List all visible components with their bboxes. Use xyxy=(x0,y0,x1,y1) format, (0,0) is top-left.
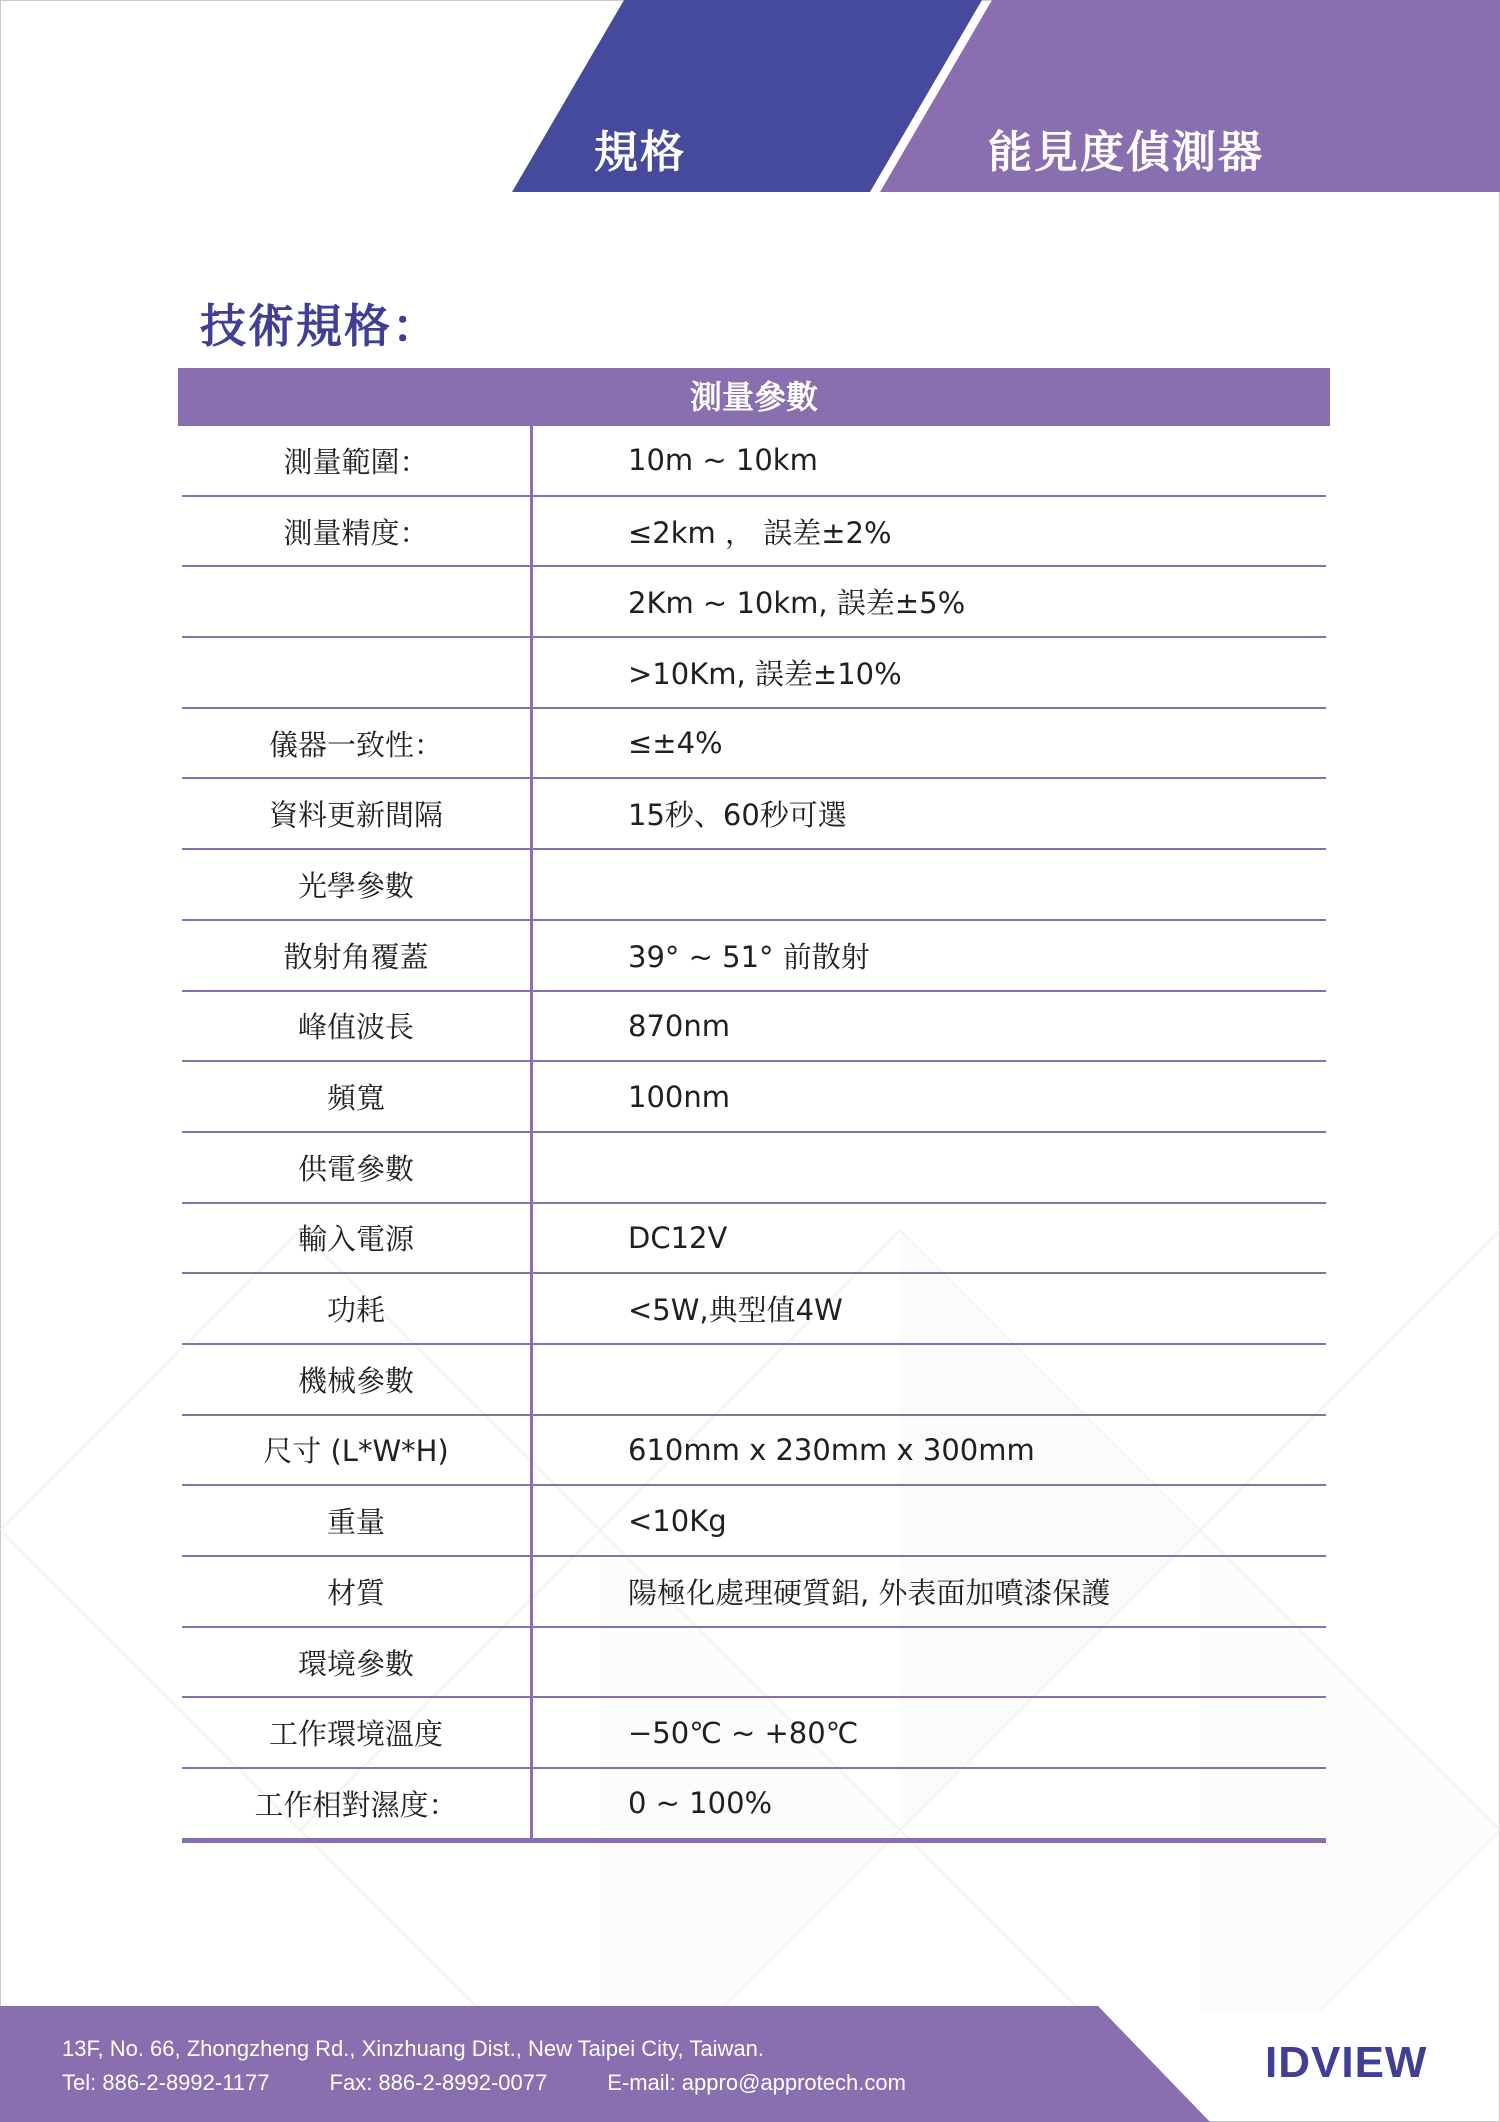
spec-label: 工作環境溫度 xyxy=(268,1717,443,1752)
spec-table xyxy=(178,368,1330,1843)
spec-value xyxy=(530,1345,1326,1414)
footer-fax: Fax: 886-2-8992-0077 xyxy=(329,2070,548,2095)
spec-value: DC12V xyxy=(628,1220,728,1255)
spec-value xyxy=(530,1628,1326,1697)
spec-value: 0 ~ 100% xyxy=(628,1786,773,1821)
spec-label xyxy=(182,567,530,636)
spec-label: 測量精度： xyxy=(283,515,429,550)
table-row xyxy=(182,1769,1326,1843)
spec-value: <5W,典型值4W xyxy=(628,1293,843,1328)
table-row xyxy=(182,426,1326,497)
spec-label: 峰值波長 xyxy=(297,1010,414,1045)
table-row xyxy=(182,1628,1326,1699)
table-row xyxy=(182,850,1326,921)
header-product-name: 能見度偵測器 xyxy=(988,127,1264,178)
idview-logo: IDVIEW xyxy=(1265,2038,1428,2087)
spec-value: 2Km ~ 10km, 誤差±5% xyxy=(628,586,966,621)
table-row xyxy=(182,1204,1326,1275)
spec-label: 功耗 xyxy=(326,1293,385,1328)
footer-address: 13F, No. 66, Zhongzheng Rd., Xinzhuang Dist., New Taipei City, Taiwan. xyxy=(62,2036,764,2061)
spec-value: 39° ~ 51° 前散射 xyxy=(628,939,870,974)
table-row xyxy=(182,779,1326,850)
header-tab-specs: 規格 xyxy=(594,127,686,178)
spec-value: >10Km, 誤差±10% xyxy=(628,656,902,691)
table-body xyxy=(182,426,1326,1843)
spec-value: 870nm xyxy=(628,1008,730,1043)
table-row xyxy=(182,567,1326,638)
spec-value xyxy=(530,850,1326,919)
table-row xyxy=(182,1274,1326,1345)
spec-value: 100nm xyxy=(628,1079,730,1114)
spec-label: 測量範圍： xyxy=(283,444,429,479)
table-row xyxy=(182,497,1326,568)
spec-label: 資料更新間隔 xyxy=(268,798,443,833)
table-row xyxy=(182,638,1326,709)
footer-tel: Tel: 886-2-8992-1177 xyxy=(62,2070,270,2095)
table-row xyxy=(182,1062,1326,1133)
spec-label: 材質 xyxy=(326,1575,385,1610)
spec-label: 供電參數 xyxy=(297,1151,414,1186)
table-row xyxy=(182,992,1326,1063)
spec-value: ≤2km ， 誤差±2% xyxy=(628,515,892,550)
spec-value: ≤±4% xyxy=(628,726,723,761)
table-row xyxy=(182,1345,1326,1416)
spec-value xyxy=(530,1133,1326,1202)
spec-label: 光學參數 xyxy=(297,868,414,903)
spec-value: −50℃ ~ +80℃ xyxy=(628,1715,859,1750)
spec-label: 頻寬 xyxy=(326,1081,385,1116)
spec-value: 陽極化處理硬質鋁, 外表面加噴漆保護 xyxy=(628,1575,1111,1610)
table-row xyxy=(182,921,1326,992)
spec-label: 散射角覆蓋 xyxy=(283,939,429,974)
table-header: 測量參數 xyxy=(178,368,1330,426)
spec-value: 610mm x 230mm x 300mm xyxy=(628,1432,1035,1467)
footer-contact xyxy=(62,2070,906,2096)
spec-label: 重量 xyxy=(326,1505,385,1540)
column-divider xyxy=(530,426,533,1843)
table-row xyxy=(182,1557,1326,1628)
table-row xyxy=(182,1698,1326,1769)
spec-label: 尺寸 (L*W*H) xyxy=(263,1434,449,1469)
spec-label: 儀器一致性： xyxy=(268,727,443,762)
spec-value: 10m ~ 10km xyxy=(628,443,818,478)
table-row xyxy=(182,1486,1326,1557)
spec-label xyxy=(182,638,530,707)
section-title: 技術規格： xyxy=(200,299,440,353)
table-row xyxy=(182,709,1326,780)
footer-email[interactable]: E-mail: appro@approtech.com xyxy=(607,2070,906,2095)
table-row xyxy=(182,1133,1326,1204)
spec-label: 輸入電源 xyxy=(297,1222,414,1257)
spec-value: <10Kg xyxy=(628,1503,727,1538)
spec-label: 工作相對濕度： xyxy=(254,1787,458,1822)
spec-value: 15秒、60秒可選 xyxy=(628,798,847,833)
table-row xyxy=(182,1416,1326,1487)
spec-label: 環境參數 xyxy=(297,1646,414,1681)
spec-label: 機械參數 xyxy=(297,1363,414,1398)
